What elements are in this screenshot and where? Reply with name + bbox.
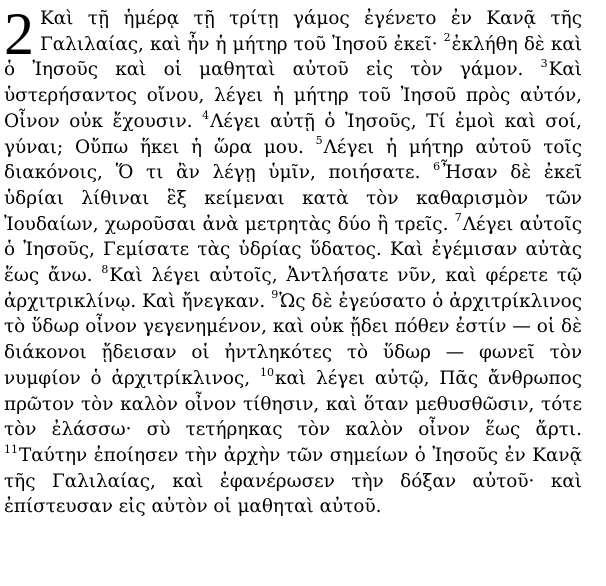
verse-text: Καὶ ὑστερήσαντος οἴνου, λέγει ἡ μήτηρ τοῦ Ἰησοῦ πρὸς αὐτόν, Οἶνον οὐκ ἔχουσιν. <box>4 59 582 132</box>
verse-number: 4 <box>202 108 210 122</box>
verse-number: 10 <box>260 365 274 379</box>
verse-text: Καὶ λέγει αὐτοῖς, Ἀντλήσατε νῦν, καὶ φέρετε τῷ ἀρχιτρικλίνῳ. Καὶ ἤνεγκαν. <box>4 265 582 312</box>
verse-number: 9 <box>271 288 279 302</box>
verse-11 <box>4 442 582 518</box>
chapter-number: 2 <box>4 1 34 67</box>
verse-number: 5 <box>315 134 323 148</box>
verse-text: Καὶ τῇ ἡμέρᾳ τῇ τρίτῃ γάμος ἐγένετο ἐν Κανᾷ τῆς Γαλιλαίας, καὶ ἦν ἡ μήτηρ τοῦ Ἰησοῦ ἐκεῖ· <box>40 8 582 55</box>
verse-text: Λέγει αὐτοῖς ὁ Ἰησοῦς, Γεμίσατε τὰς ὑδρίας ὕδατος. Καὶ ἐγέμισαν αὐτὰς ἕως ἄνω. <box>4 213 582 287</box>
verse-text: Ὡς δὲ ἐγεύσατο ὁ ἀρχιτρίκλινος τὸ ὕδωρ οἶνον γεγενημένον, καὶ οὐκ ᾔδει πόθεν ἐστίν — οἱ δὲ διάκονοι ᾔδεισαν οἱ ἠντληκότες τὸ ὕδωρ — φωνεῖ τὸν νυμφίον ὁ ἀρχιτρίκλινος, <box>4 290 582 389</box>
verse-number: 6 <box>433 159 441 173</box>
verse-number: 2 <box>443 31 451 45</box>
verse-text: Ταύτην ἐποίησεν τὴν ἀρχὴν τῶν σημείων ὁ Ἰησοῦς ἐν Κανᾷ τῆς Γαλιλαίας, καὶ ἐφανέρωσεν τὴν δόξαν αὐτοῦ· καὶ ἐπίστευσαν εἰς αὐτὸν οἱ μαθηταὶ αὐτοῦ. <box>4 444 582 518</box>
verse-number: 3 <box>540 57 548 71</box>
verse-number: 7 <box>454 211 462 225</box>
verse-number: 8 <box>101 262 109 276</box>
verse-text: Λέγει ἡ μήτηρ αὐτοῦ τοῖς διακόνοις, Ὅ τι ἂν λέγῃ ὑμῖν, ποιήσατε. <box>4 136 582 184</box>
chapter-text <box>4 1 582 520</box>
verse-text: ἐκλήθη δὲ καὶ ὁ Ἰησοῦς καὶ οἱ μαθηταὶ αὐτοῦ εἰς τὸν γάμον. <box>4 33 582 81</box>
verse-text: καὶ λέγει αὐτῷ, Πᾶς ἄνθρωπος πρῶτον τὸν καλὸν οἶνον τίθησιν, καὶ ὅταν μεθυσθῶσιν, τότε τὸν ἐλάσσω· σὺ τετήρηκας τὸν καλὸν οἶνον ἕως ἄρτι. <box>4 367 582 441</box>
verse-number: 11 <box>4 442 18 456</box>
verse-text: Ἦσαν δὲ ἐκεῖ ὑδρίαι λίθιναι ἓξ κείμεναι κατὰ τὸν καθαρισμὸν τῶν Ἰουδαίων, χωροῦσαι ἀνὰ μετρητὰς δύο ἢ τρεῖς. <box>4 162 582 235</box>
verse-text: Λέγει αὐτῇ ὁ Ἰησοῦς, Τί ἐμοὶ καὶ σοί, γύναι; Οὔπω ἥκει ἡ ὥρα μου. <box>4 110 582 158</box>
